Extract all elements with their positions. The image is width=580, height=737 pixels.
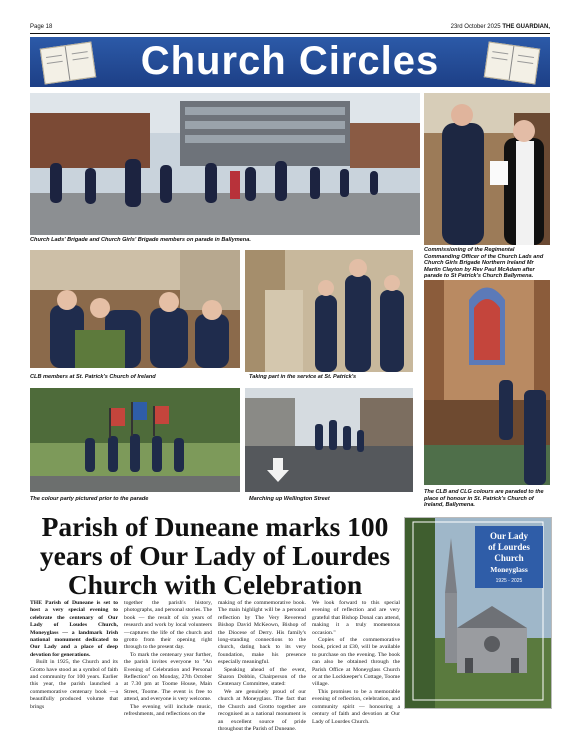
article-body xyxy=(30,600,400,732)
page-header xyxy=(30,24,550,30)
article-column-2 xyxy=(124,600,212,720)
header-rule xyxy=(30,33,550,34)
article-column-4 xyxy=(312,600,400,725)
article-lead: THE Parish of Duneane is set to host a very special evening to celebrate the centenary of Our Lady of Loudes Church, Moneyglass — a landmark Irish national monument dedicated to Our Lady and a place of deep devotion for generations. xyxy=(30,600,118,658)
photo-parade xyxy=(30,93,420,235)
photo-clb-church xyxy=(30,250,240,368)
article-paragraph: Built in 1925, the Church and its Grotto have stood as a symbol of faith and community for 100 years. Earlier this year, the parish launched a commemorative centenary book —a beautifully produced volume that brings xyxy=(30,659,118,710)
article-paragraph: together the parish's history, photographs, and personal stories. The book — the result of six years of research and work by local volunteers—captures the life of the church and grotto from their opening right through to the present day. xyxy=(124,600,212,651)
photo-colour-party xyxy=(30,388,240,492)
article-paragraph: To mark the centenary year further, the parish invites everyone to "An Evening of Celebration and Personal Reflection" on Monday, 27th October at 7.30 pm at Toome House, Main Street, Toome. The event is free to attend, and everyone is very welcome. xyxy=(124,651,212,703)
book-title-line2: of Lourdes xyxy=(488,542,530,552)
book-cover-image xyxy=(404,517,552,709)
book-title-line4: Moneyglass xyxy=(490,565,528,574)
article-paragraph: We are genuinely proud of our church at Moneyglass. The fact that the Church and Grotto together are recognised as a national monument is an excellent source of pride throughout the Parish of Duneane. xyxy=(218,688,306,732)
issue-info xyxy=(451,24,550,30)
photo-marching xyxy=(245,388,413,492)
issue-date: 23rd October 2025 xyxy=(450,24,501,30)
article-column-3 xyxy=(218,600,306,732)
book-title-line1: Our Lady xyxy=(489,531,529,541)
photo-colours xyxy=(424,280,550,485)
article-paragraph: This promises to be a memorable evening of reflection, celebration, and community spirit — honouring a century of faith and devotion at Our Lady of Lourdes Church. xyxy=(312,688,400,725)
photo-service xyxy=(245,250,413,372)
page-number: Page 18 xyxy=(30,24,53,30)
caption-colour-party: The colour party pictured prior to the parade xyxy=(30,496,149,502)
caption-parade: Church Lads' Brigade and Church Girls' Brigade members on parade in Ballymena. xyxy=(30,237,251,243)
book-years: 1925 - 2025 xyxy=(495,578,523,584)
article-paragraph: Speaking ahead of the event, Sharon Dobbin, Chairperson of the Centenary Committee, stated: xyxy=(218,666,306,688)
caption-marching: Marching up Wellington Street xyxy=(249,496,330,502)
article-headline: Parish of Duneane marks 100 years of Our Lady of Lourdes Church with Celebration xyxy=(39,511,391,600)
section-title: Church Circles xyxy=(140,39,440,83)
section-banner xyxy=(30,37,550,87)
article-column-1 xyxy=(30,600,118,720)
article-paragraph: We look forward to this special evening of reflection and are very grateful that Bishop Donal can attend, making it a truly momentous occasion." xyxy=(312,600,400,636)
article-paragraph: making of the commemorative book. The main highlight will be a personal reflection by The Very Reverend Bishop David McKeown, Bishop of the Diocese of Derry. His family's long-standing connections to the church, dating back to its very foundation, make his presence especially meaningful. xyxy=(218,600,306,666)
paper-name: THE GUARDIAN, xyxy=(502,24,550,30)
caption-colours: The CLB and CLG colours are paraded to the place of honour in St. Patrick's Church of Ireland, Ballymena. xyxy=(424,489,544,508)
caption-service: Taking part in the service at St. Patrick's xyxy=(249,374,357,380)
caption-commissioning: Commissioning of the Regimental Commanding Officer of the Church Lads and Church Girls Brigade Northern Ireland Mr Martin Clayton by Rev Paul McAdam after parade to St Patrick's Church Ballymena. xyxy=(424,247,544,279)
caption-clb-church: CLB members at St. Patrick's Church of Ireland xyxy=(30,374,156,380)
article-paragraph: Copies of the commemorative book, priced at £30, will be available to purchase on the evening. The book can also be obtained through the Parish Office at Moneyglass Church or at the Lockkeeper's Cottage, Toome village. xyxy=(312,637,400,688)
article-paragraph: The evening will include music, refreshments, and reflections on the xyxy=(124,703,212,718)
photo-commissioning xyxy=(424,93,550,245)
book-title-line3: Church xyxy=(494,553,524,563)
